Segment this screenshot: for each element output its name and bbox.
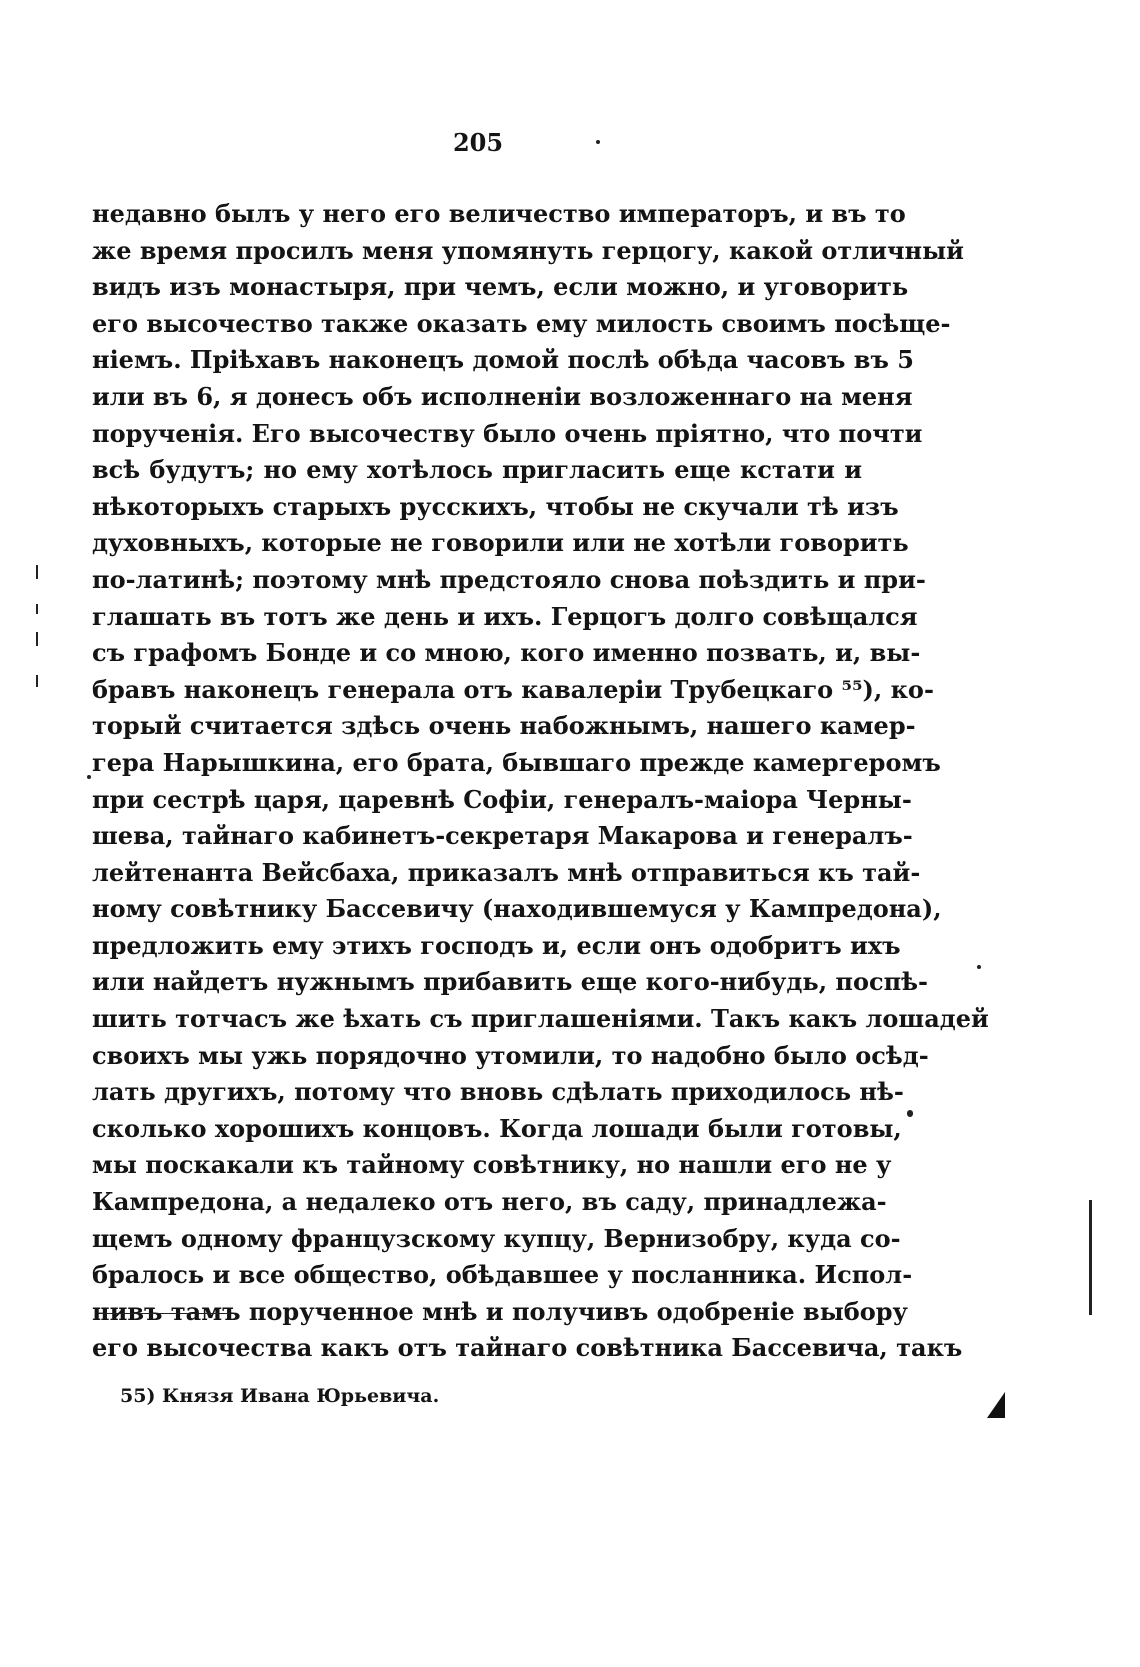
margin-tick (36, 675, 38, 687)
body-text (92, 196, 989, 1367)
text-line: лать другихъ, потому что вновь сдѣлать приходилось нѣ- (92, 1077, 904, 1107)
text-line: Кампредона, а недалеко отъ него, въ саду, принадлежа- (92, 1187, 887, 1217)
text-line: своихъ мы ужь порядочно утомили, то надобно было осѣд- (92, 1040, 929, 1070)
scan-speck (87, 775, 91, 779)
margin-tick (36, 565, 38, 579)
text-line: предложить ему этихъ господъ и, если онъ одобритъ ихъ (92, 930, 901, 960)
text-line: его высочества какъ отъ тайнаго совѣтника Бассевича, такъ (92, 1333, 963, 1363)
text-line: видъ изъ монастыря, при чемъ, если можно, и уговорить (92, 272, 909, 302)
text-line: съ графомъ Бонде и со мною, кого именно позвать, и, вы- (92, 638, 921, 668)
text-line: бравъ наконецъ генерала отъ кавалеріи Трубецкаго ⁵⁵), ко- (92, 674, 934, 704)
text-line: лейтенанта Вейсбаха, приказалъ мнѣ отправиться къ тай- (92, 857, 921, 887)
text-line: ніемъ. Пріѣхавъ наконецъ домой послѣ обѣда часовъ въ 5 (92, 345, 914, 375)
text-line: духовныхъ, которые не говорили или не хотѣли говорить (92, 528, 909, 558)
page-edge-bar (1089, 1200, 1092, 1315)
text-line: шить тотчасъ же ѣхать съ приглашеніями. Такъ какъ лошадей (92, 1004, 989, 1034)
text-line: мы поскакали къ тайному совѣтнику, но нашли его не у (92, 1150, 892, 1180)
text-line: нивъ тамъ порученное мнѣ и получивъ одобреніе выбору (92, 1296, 908, 1326)
text-line: его высочество также оказать ему милость своимъ посѣще- (92, 308, 951, 338)
text-line: ному совѣтнику Бассевичу (находившемуся у Кампредона), (92, 894, 942, 924)
text-line: нѣкоторыхъ старыхъ русскихъ, чтобы не скучали тѣ изъ (92, 491, 899, 521)
text-line: бралось и все общество, обѣдавшее у посланника. Испол- (92, 1260, 913, 1290)
text-line: всѣ будутъ; но ему хотѣлось пригласить еще кстати и (92, 455, 862, 485)
scan-speck (907, 1110, 913, 1117)
margin-tick (36, 632, 38, 646)
text-line: или въ 6, я донесъ объ исполненіи возложеннаго на меня (92, 381, 913, 411)
corner-fold-mark (987, 1392, 1005, 1418)
text-line: же время просилъ меня упомянуть герцогу, какой отличный (92, 235, 964, 265)
text-line: глашать въ тотъ же день и ихъ. Герцогъ долго совѣщался (92, 601, 918, 631)
text-line: шева, тайнаго кабинетъ-секретаря Макарова и генералъ- (92, 821, 913, 851)
text-line: или найдетъ нужнымъ прибавить еще кого-нибудь, поспѣ- (92, 967, 929, 997)
text-line: по-латинѣ; поэтому мнѣ предстояло снова поѣздить и при- (92, 564, 926, 594)
footnote-divider (100, 1313, 230, 1314)
text-line: торый считается здѣсь очень набожнымъ, нашего камер- (92, 711, 916, 741)
text-line: гера Нарышкина, его брата, бывшаго прежде камергеромъ (92, 747, 941, 777)
text-line: щемъ одному французскому купцу, Вернизобру, куда со- (92, 1223, 901, 1253)
scan-speck (596, 140, 600, 144)
scan-speck (977, 965, 981, 969)
margin-tick (36, 604, 38, 614)
text-line: при сестрѣ царя, царевнѣ Софіи, генералъ-маіора Черны- (92, 784, 912, 814)
text-line: сколько хорошихъ концовъ. Когда лошади были готовы, (92, 1113, 902, 1143)
text-line: порученія. Его высочеству было очень пріятно, что почти (92, 418, 923, 448)
text-line: недавно былъ у него его величество императоръ, и въ то (92, 199, 906, 228)
footnote: 55) Князя Ивана Юрьевича. (120, 1385, 440, 1407)
page-number: 205 (452, 128, 504, 157)
